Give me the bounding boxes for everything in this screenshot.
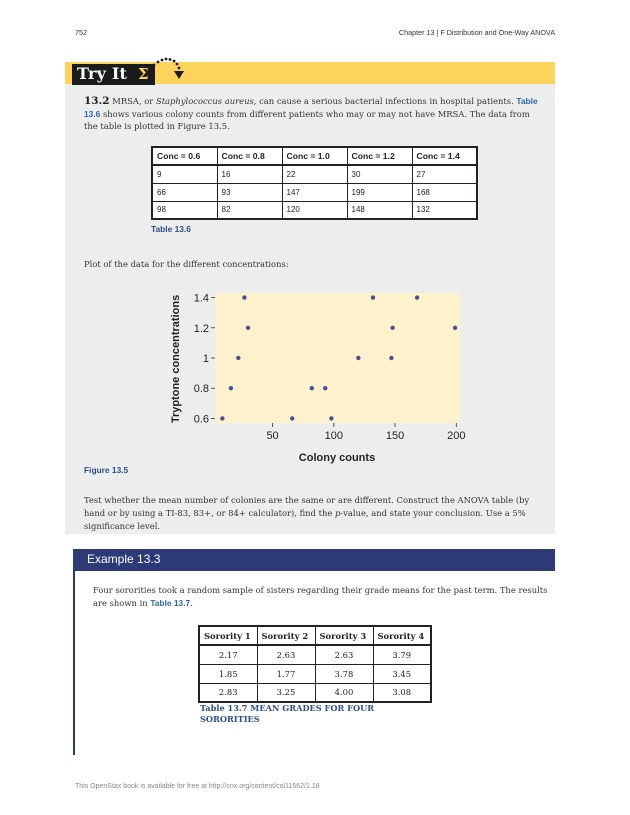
table-cell: 3.45 [373,664,431,683]
data-point [310,386,314,390]
question-text-1: Test whether the mean number of colonies are the same or are different. Construct the ANOVA table (by hand or by using a TI-83, 83+, or 84+ calculator), find the [84,495,530,518]
table-cell: 98 [152,201,217,219]
plot-intro: Plot of the data for the different concentrations: [84,259,289,269]
question-text-2: -value, and state your conclusion. Use a 5% significance level. [84,508,526,531]
example-title: Example 13.3 [87,552,161,566]
data-point [220,416,224,420]
y-axis [194,293,215,426]
page-footer: This OpenStax book is available for free at http://cnx.org/content/col11562/1.18 [75,783,320,790]
table-header: Conc = 1.2 [347,147,412,165]
problem-text-1: MRSA, or [112,96,156,106]
data-point [246,326,250,330]
y-tick-label: 1.2 [193,322,209,335]
table-row [152,201,477,219]
table-cell: 4.00 [315,683,373,702]
table-header: Sorority 4 [373,626,431,645]
example-side-rule [73,549,75,755]
colony-count-table [151,146,478,220]
table-13-7-link[interactable]: Table 13.7 [150,598,191,608]
table-cell: 30 [347,165,412,183]
data-point [453,326,457,330]
y-tick-label: 1 [202,353,209,365]
scatter-chart [160,283,470,468]
table-cell: 1.77 [257,664,315,683]
y-tick-label: 0.6 [193,413,209,426]
table-header: Conc = 0.6 [152,147,217,165]
table-cell: 132 [412,201,477,219]
data-point [356,356,360,360]
table-cell: 16 [217,165,282,183]
figure-13-5-caption: Figure 13.5 [84,465,129,475]
table-header: Conc = 1.0 [282,147,347,165]
data-point [390,326,394,330]
problem-text [84,95,544,133]
table-cell: 1.85 [199,664,257,683]
table-cell: 2.63 [315,645,373,664]
table-cell: 9 [152,165,217,183]
table-cell: 120 [282,201,347,219]
table-row [199,683,431,702]
table-header-row [152,147,477,165]
table-cell: 93 [217,183,282,201]
data-point [236,356,240,360]
x-tick-label: 200 [447,430,466,442]
data-point [371,295,375,299]
data-point [389,356,393,360]
question-italic: p [334,508,341,518]
sorority-table [198,625,432,703]
anova-question [84,494,546,533]
dotted-arrow-icon [151,55,187,81]
table-cell: 82 [217,201,282,219]
x-tick-label: 50 [266,430,279,442]
data-point [329,416,333,420]
table-header: Conc = 0.8 [217,147,282,165]
table-cell: 3.79 [373,645,431,664]
table-cell: 147 [282,183,347,201]
try-it-badge [72,64,155,85]
try-it-title: Try It [77,64,128,83]
y-axis-label: Tryptone concentrations [170,294,182,424]
table-cell: 2.83 [199,683,257,702]
example-text-1: Four sororities took a random sample of sisters regarding their grade means for the past term. The results are shown in [93,585,548,608]
table-header: Sorority 1 [199,626,257,645]
data-point [242,295,246,299]
table-13-7-caption: Table 13.7 MEAN GRADES FOR FOUR SORORITIES [200,703,375,724]
table-cell: 3.25 [257,683,315,702]
problem-text-2: , can cause a serious bacterial infections in hospital patients. [253,96,517,106]
page-number: 752 [75,28,87,37]
table-cell: 199 [347,183,412,201]
table-13-6-caption: Table 13.6 [151,224,191,234]
example-text [93,584,555,610]
table-row [152,183,477,201]
table-cell: 66 [152,183,217,201]
x-tick-label: 150 [385,430,405,442]
y-tick-label: 1.4 [193,292,209,305]
table-cell: 22 [282,165,347,183]
plot-area [215,293,460,423]
problem-italic: Staphylococcus aureus [155,96,254,106]
chapter-title: Chapter 13 | F Distribution and One-Way ANOVA [398,28,555,37]
example-banner [75,549,555,571]
sigma-icon: Σ [138,65,149,83]
table-row [199,664,431,683]
table-header: Sorority 3 [315,626,373,645]
table-header: Sorority 2 [257,626,315,645]
x-axis [266,423,465,442]
page-header [75,28,555,40]
table-cell: 2.63 [257,645,315,664]
table-header-row [199,626,431,645]
x-tick-label: 100 [324,430,344,442]
table-header: Conc = 1.4 [412,147,477,165]
table-cell: 2.17 [199,645,257,664]
example-text-2: . [190,598,193,608]
y-tick-label: 0.8 [193,383,209,396]
data-point [229,386,233,390]
data-point [415,295,419,299]
table-row [199,645,431,664]
table-row [152,165,477,183]
table-cell: 27 [412,165,477,183]
table-cell: 3.08 [373,683,431,702]
table-13-6-link[interactable]: Table 13.6 [84,96,538,119]
x-axis-label: Colony counts [298,452,376,464]
problem-text-3: shows various colony counts from different patients who may or may not have MRSA. The data from the table is plotted in Figure 13.5. [84,108,530,131]
table-cell: 148 [347,201,412,219]
data-point [290,416,294,420]
problem-number: 13.2 [84,95,110,107]
table-cell: 3.78 [315,664,373,683]
table-cell: 168 [412,183,477,201]
data-point [323,386,327,390]
